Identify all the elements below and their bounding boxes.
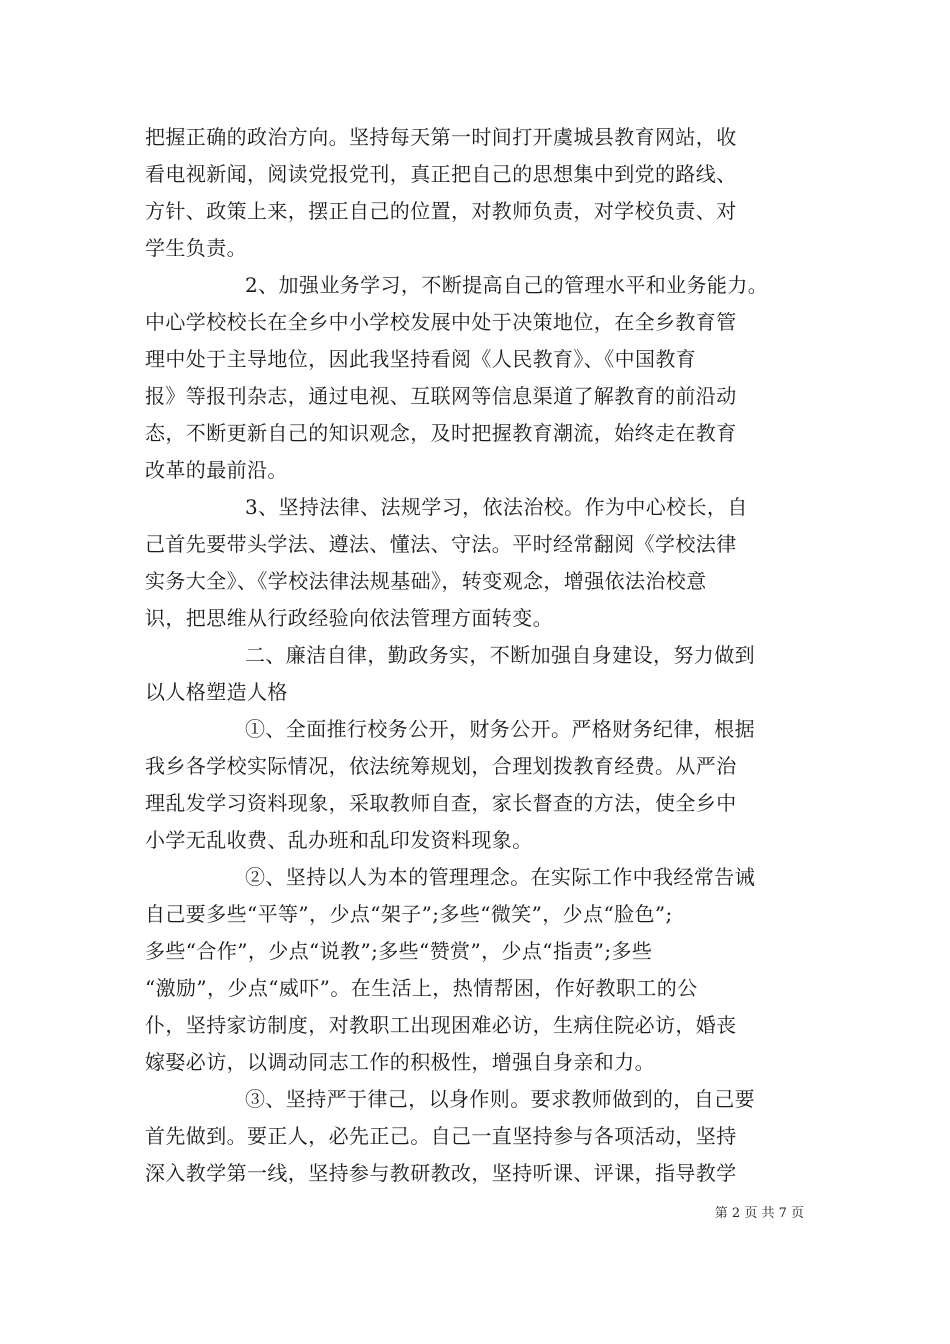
text-line: 方针、政策上来，摆正自己的位置，对教师负责，对学校负责、对 <box>145 199 737 223</box>
paragraph-start: ②、坚持以人为本的管理理念。在实际工作中我经常告诫 <box>245 865 755 889</box>
text-line: 仆，坚持家访制度，对教职工出现困难必访，生病住院必访，婚丧 <box>145 1013 737 1037</box>
text-line: 己首先要带头学法、遵法、懂法、守法。平时经常翻阅《学校法律 <box>145 532 737 556</box>
paragraph-start: 2、加强业务学习，不断提高自己的管理水平和业务能力。 <box>245 273 769 297</box>
text-line: 小学无乱收费、乱办班和乱印发资料现象。 <box>145 828 533 852</box>
page-number: 第 2 页 共 7 页 <box>714 1206 804 1221</box>
text-line: 实务大全》、《学校法律法规基础》，转变观念，增强依法治校意 <box>145 569 707 593</box>
text-line: 理中处于主导地位，因此我坚持看阅《人民教育》、《中国教育 <box>145 347 697 371</box>
paragraph-start: 3、坚持法律、法规学习，依法治校。作为中心校长，自 <box>245 495 748 519</box>
text-line: “激励”，少点“威吓”。在生活上，热情帮困，作好教职工的公 <box>145 976 698 1000</box>
text-line: 学生负责。 <box>145 236 247 260</box>
text-line: 报》等报刊杂志，通过电视、互联网等信息渠道了解教育的前沿动 <box>145 384 737 408</box>
paragraph-start: ①、全面推行校务公开，财务公开。严格财务纪律，根据 <box>245 717 755 741</box>
text-line: 改革的最前沿。 <box>145 458 288 482</box>
text-line: 多些“合作”，少点“说教”;多些“赞赏”，少点“指责”;多些 <box>145 939 653 963</box>
paragraph-start: ③、坚持严于律己，以身作则。要求教师做到的，自己要 <box>245 1087 755 1111</box>
text-line: 我乡各学校实际情况，依法统筹规划，合理划拨教育经费。从严治 <box>145 754 737 778</box>
text-line: 自己要多些“平等”，少点“架子”;多些“微笑”，少点“脸色”; <box>145 902 673 926</box>
text-line: 识，把思维从行政经验向依法管理方面转变。 <box>145 606 553 630</box>
text-line: 态，不断更新自己的知识观念，及时把握教育潮流，始终走在教育 <box>145 421 737 445</box>
text-line: 深入教学第一线，坚持参与教研教改，坚持听课、评课，指导教学 <box>145 1161 737 1185</box>
section-heading: 二、廉洁自律，勤政务实，不断加强自身建设，努力做到 <box>245 643 755 667</box>
text-line: 中心学校校长在全乡中小学校发展中处于决策地位，在全乡教育管 <box>145 310 737 334</box>
section-heading-continued: 以人格塑造人格 <box>145 680 288 704</box>
text-line: 嫁娶必访，以调动同志工作的积极性，增强自身亲和力。 <box>145 1050 655 1074</box>
text-line: 看电视新闻，阅读党报党刊，真正把自己的思想集中到党的路线、 <box>145 162 737 186</box>
text-line: 首先做到。要正人，必先正己。自己一直坚持参与各项活动，坚持 <box>145 1124 737 1148</box>
text-line: 把握正确的政治方向。坚持每天第一时间打开虞城县教育网站，收 <box>145 125 737 149</box>
text-line: 理乱发学习资料现象，采取教师自查，家长督查的方法，使全乡中 <box>145 791 737 815</box>
